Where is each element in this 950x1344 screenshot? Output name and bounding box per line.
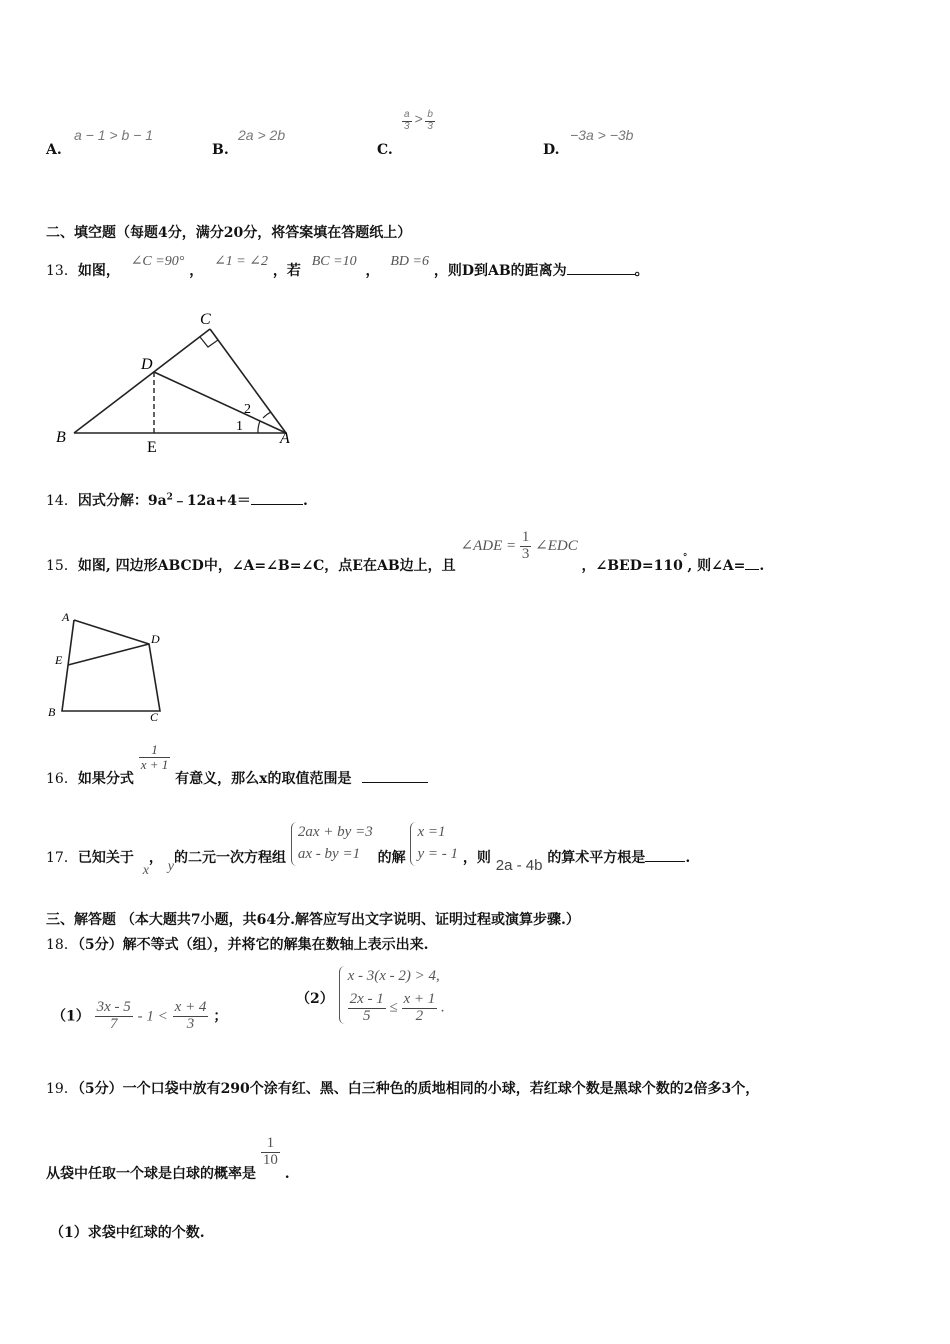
q18-text: 18．（5分）解不等式（组），并将它的解集在数轴上表示出来. <box>46 937 429 953</box>
q17-answer-blank <box>645 861 685 862</box>
option-c-label: C. <box>377 142 393 158</box>
figure-label-b: B <box>48 705 56 719</box>
option-b-expression: 2a > 2b <box>238 127 286 143</box>
q13-triangle-figure <box>50 306 300 458</box>
option-d-label: D. <box>543 142 560 158</box>
section2-heading: 二、填空题（每题4分，满分20分，将答案填在答题纸上） <box>46 225 412 241</box>
option-c-expression: $\frac{a}{3}$ > $\frac{b}{3}$ <box>404 109 433 132</box>
q18-part2: （2） x - 3(x - 2) > 4, $\frac{2x - 1}{5}$ ≤ $\frac{x + 1}{2}$ . <box>296 968 445 1024</box>
figure-label-d: D <box>151 632 160 646</box>
figure-label-a: A <box>280 430 290 447</box>
figure-label-c: C <box>200 311 211 328</box>
figure-label-d: D <box>141 356 153 373</box>
figure-label-e: E <box>147 439 157 456</box>
option-d-expression: −3a > −3b <box>570 127 634 143</box>
figure-label-e: E <box>55 653 63 667</box>
q13-answer-blank <box>567 274 635 275</box>
option-a-label: A. <box>46 142 62 158</box>
q15-angle-relation: ∠ADE = $\frac{1}{3}$ ∠EDC <box>460 529 578 562</box>
figure-angle-2: 2 <box>244 402 251 417</box>
q18-inequality-system: x - 3(x - 2) > 4, $\frac{2x - 1}{5}$ ≤ $\frac{x + 1}{2}$ . <box>339 966 445 1024</box>
section3-heading: 三、解答题 （本大题共7小题，共64分.解答应写出文字说明、证明过程或演算步骤.） <box>46 912 580 928</box>
q19-text: 19．（5分）一个口袋中放有290个涂有红、黑、白三种色的质地相同的小球，若红球个数是黑球个数的2倍多3个， <box>46 1081 760 1097</box>
figure-angle-1: 1 <box>236 419 243 434</box>
q17-text: 17．已知关于 x， y的二元一次方程组 2ax + by =3 ax - by =1 的解 x =1 y = - 1 ，则 2a - 4b 的算术平方根是 . <box>46 824 691 878</box>
option-b-label: B. <box>212 142 229 158</box>
q18-part1: （1） $\frac{3x - 5}{7}$ - 1 < $\frac{x + 4}{3}$ ； <box>52 999 228 1032</box>
figure-label-a: A <box>62 610 70 624</box>
q13-text: 13．如图， ∠C =90° ， ∠1 = ∠2 ，若 BC =10 ， BD =6 ，则D到AB的距离为 。 <box>46 254 649 279</box>
q19-text-line2: 从袋中任取一个球是白球的概率是 $\frac{1}{10}$ . <box>46 1135 290 1183</box>
q16-answer-blank <box>362 782 428 783</box>
q14-answer-blank <box>251 504 303 505</box>
figure-label-c: C <box>150 710 159 724</box>
figure-label-b: B <box>56 429 66 446</box>
option-a-expression: a − 1 > b − 1 <box>74 127 154 143</box>
q19-part1: （1）求袋中红球的个数. <box>50 1225 205 1241</box>
q15-answer-blank <box>745 569 759 570</box>
q15-text: 15．如图, 四边形ABCD中，∠A=∠B=∠C，点E在AB边上，且 ∠ADE = $\frac{1}{3}$ ∠EDC ，∠BED=110°, 则∠A= . <box>46 529 765 574</box>
q15-quadrilateral-figure <box>44 608 174 728</box>
q17-solution: x =1 y = - 1 <box>410 822 458 866</box>
q16-text: 16．如果分式 $\frac{1}{x + 1}$ 有意义，那么x的取值范围是 <box>46 743 428 771</box>
q14-text: 14．因式分解：$9a^2﹣12a+4=$ . <box>46 492 308 509</box>
q17-equation-system: 2ax + by =3 ax - by =1 <box>291 822 373 866</box>
